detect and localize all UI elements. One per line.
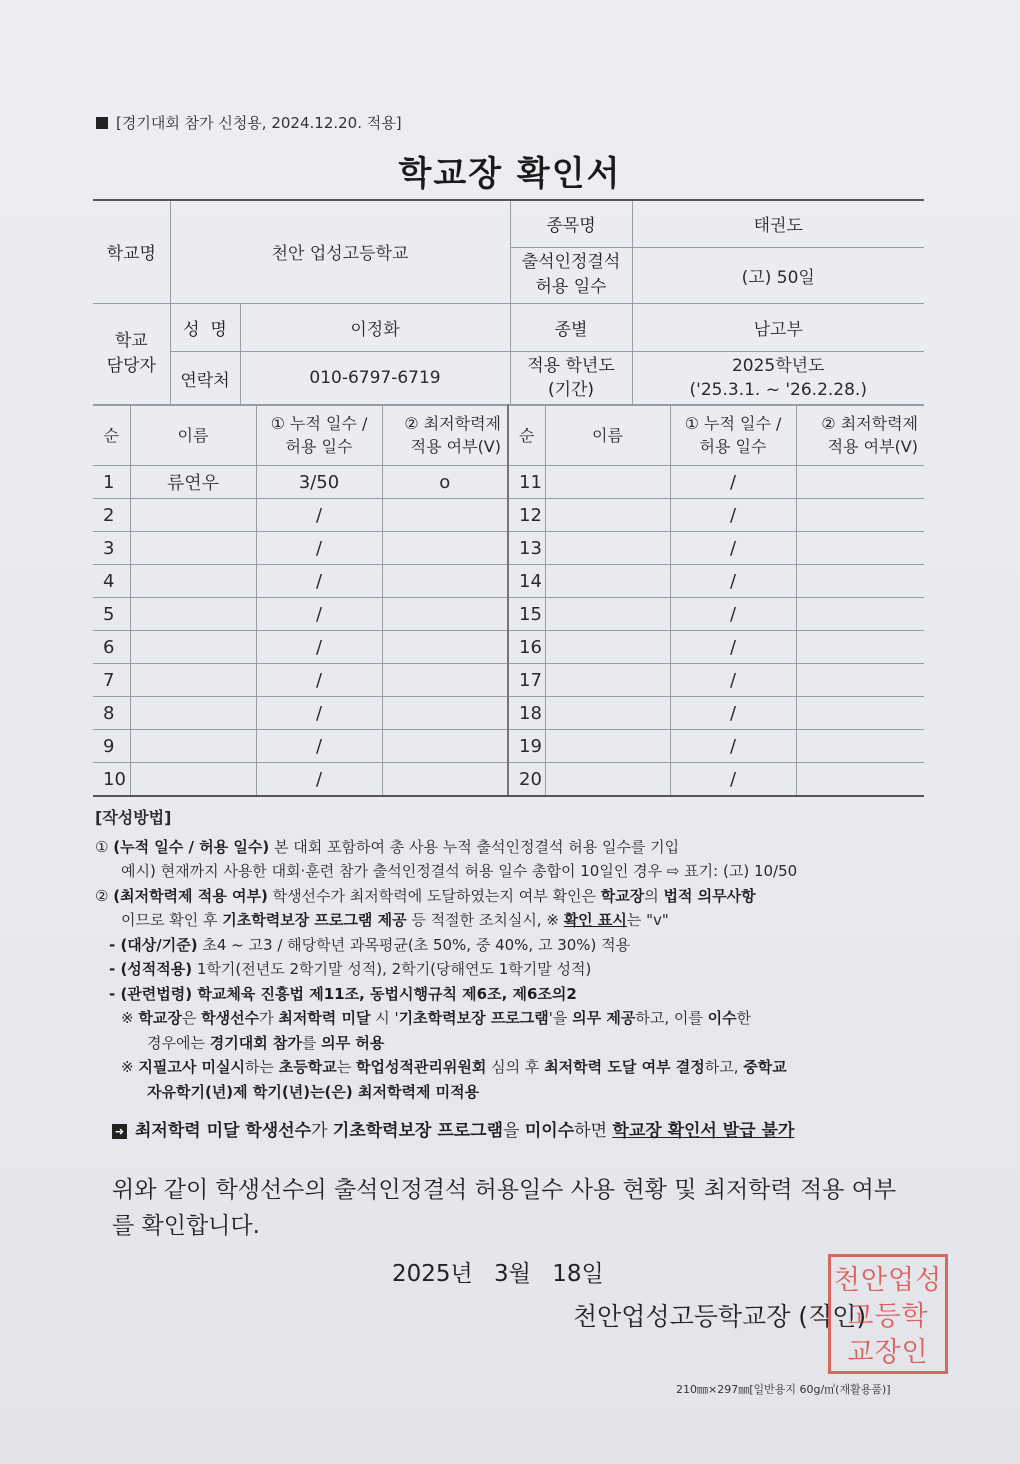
writing-method [95, 806, 925, 1104]
days-cell: / [256, 499, 382, 532]
name-cell [130, 598, 256, 631]
issue-date: 2025년 3월 18일 [392, 1261, 604, 1287]
seq-cell: 6 [93, 631, 130, 664]
name-cell [130, 532, 256, 565]
method-line: 자유학기(년)제 학기(년)는(은) 최저학력제 미적용 [147, 1082, 480, 1101]
name-cell [545, 697, 670, 730]
form-code: [경기대회 참가 신청용, 2024.12.20. 적용] [96, 112, 402, 133]
min-cell [382, 499, 508, 532]
days-cell: / [256, 631, 382, 664]
division-value: 남고부 [632, 303, 924, 351]
name-cell [545, 763, 670, 797]
days-cell: / [670, 664, 796, 697]
table-row [93, 664, 924, 697]
table-row [93, 631, 924, 664]
header-min: ② 최저학력제 적용 여부(V) [796, 405, 924, 466]
seq-cell: 8 [93, 697, 130, 730]
method-line: - (관련법령) 학교체육 진흥법 제11조, 동법시행규칙 제6조, 제6조의2 [109, 984, 577, 1003]
days-cell: / [670, 499, 796, 532]
name-label: 성 명 [170, 303, 240, 351]
seq-cell: 2 [93, 499, 130, 532]
header-days: ① 누적 일수 / 허용 일수 [670, 405, 796, 466]
table-row [93, 763, 924, 797]
days-cell: / [670, 631, 796, 664]
seq-cell: 3 [93, 532, 130, 565]
min-cell [382, 697, 508, 730]
min-cell [796, 664, 924, 697]
name-cell [545, 565, 670, 598]
division-label: 종별 [510, 303, 632, 351]
header-seq: 순 [508, 405, 545, 466]
days-cell: / [256, 598, 382, 631]
header-min: ② 최저학력제 적용 여부(V) [382, 405, 508, 466]
name-cell [545, 730, 670, 763]
seq-cell: 5 [93, 598, 130, 631]
seq-cell: 16 [508, 631, 545, 664]
manager-label: 학교 담당자 [93, 303, 170, 405]
event-label: 종목명 [510, 200, 632, 247]
min-cell [382, 730, 508, 763]
seq-cell: 11 [508, 466, 545, 499]
table-row [93, 532, 924, 565]
method-line: 예시) 현재까지 사용한 대회·훈련 참가 출석인정결석 허용 일수 총합이 10일인 경우 ⇨ 표기: (고) 10/50 [121, 862, 798, 880]
days-cell: / [670, 598, 796, 631]
min-cell: o [382, 466, 508, 499]
header-name: 이름 [130, 405, 256, 466]
table-row [93, 499, 924, 532]
seq-cell: 1 [93, 466, 130, 499]
paper-spec: 210㎜×297㎜[일반용지 60g/㎡(재활용품)] [676, 1383, 891, 1396]
method-line: ※ 지필고사 미실시하는 초등학교는 학업성적관리위원회 심의 후 최저학력 도달 여부 결정하고, 중학교 [121, 1058, 787, 1076]
min-cell [796, 598, 924, 631]
notice-line: ➜ 최저학력 미달 학생선수가 기초학력보장 프로그램을 미이수하면 학교장 확인서 발급 불가 [112, 1116, 794, 1141]
table-row [93, 598, 924, 631]
min-cell [382, 664, 508, 697]
year-value: 2025학년도 ('25.3.1. ~ '26.2.28.) [632, 351, 924, 405]
min-cell [796, 499, 924, 532]
table-row [93, 697, 924, 730]
school-value: 천안 업성고등학교 [170, 200, 510, 303]
name-cell [545, 631, 670, 664]
contact-label: 연락처 [170, 351, 240, 405]
days-cell: / [670, 565, 796, 598]
method-line: ※ 학교장은 학생선수가 최저학력 미달 시 '기초학력보장 프로그램'을 의무 제공하고, 이를 이수한 [121, 1009, 752, 1027]
name-cell: 류연우 [130, 466, 256, 499]
roster-table [93, 404, 924, 797]
name-cell [130, 631, 256, 664]
min-cell [382, 763, 508, 797]
name-cell [130, 763, 256, 797]
name-cell [545, 664, 670, 697]
method-line: 이므로 확인 후 기초학력보장 프로그램 제공 등 적절한 조치실시, ※ 확인 표시는 "v" [121, 911, 669, 929]
header-name: 이름 [545, 405, 670, 466]
seq-cell: 9 [93, 730, 130, 763]
event-value: 태권도 [632, 200, 924, 247]
arrow-box-icon: ➜ [112, 1124, 127, 1139]
seq-cell: 4 [93, 565, 130, 598]
min-cell [796, 631, 924, 664]
name-value: 이정화 [240, 303, 510, 351]
school-label: 학교명 [93, 200, 170, 303]
seq-cell: 10 [93, 763, 130, 797]
name-cell [130, 499, 256, 532]
seq-cell: 7 [93, 664, 130, 697]
name-cell [545, 532, 670, 565]
signer-name: 천안업성고등학교장 (직인) [573, 1302, 867, 1331]
name-cell [545, 499, 670, 532]
allowed-days-label: 출석인정결석 허용 일수 [510, 247, 632, 303]
confirmation-text: 위와 같이 학생선수의 출석인정결석 허용일수 사용 현황 및 최저학력 적용 여부를 확인합니다. [112, 1177, 897, 1239]
min-cell [382, 631, 508, 664]
contact-value: 010-6797-6719 [240, 351, 510, 405]
days-cell: / [670, 730, 796, 763]
table-row [93, 466, 924, 499]
days-cell: / [256, 763, 382, 797]
seq-cell: 15 [508, 598, 545, 631]
min-cell [382, 598, 508, 631]
seq-cell: 20 [508, 763, 545, 797]
min-cell [796, 730, 924, 763]
days-cell: / [256, 697, 382, 730]
days-cell: / [670, 763, 796, 797]
name-cell [130, 664, 256, 697]
seq-cell: 14 [508, 565, 545, 598]
method-line: - (대상/기준) 초4 ~ 고3 / 해당학년 과목평균(초 50%, 중 40%, 고 30%) 적용 [109, 935, 631, 954]
days-cell: / [670, 466, 796, 499]
seq-cell: 13 [508, 532, 545, 565]
min-cell [796, 532, 924, 565]
header-seq: 순 [93, 405, 130, 466]
seq-cell: 19 [508, 730, 545, 763]
info-table [93, 199, 924, 406]
method-line: ② (최저학력제 적용 여부) 학생선수가 최저학력에 도달하였는지 여부 확인은 학교장의 법적 의무사항 [95, 886, 756, 905]
days-cell: / [256, 664, 382, 697]
method-line: - (성적적용) 1학기(전년도 2학기말 성적), 2학기(당해연도 1학기말 성적) [109, 960, 592, 978]
document-title: 학교장 확인서 [398, 154, 622, 194]
square-bullet-icon [96, 117, 108, 129]
year-label: 적용 학년도 (기간) [510, 351, 632, 405]
method-line: ① (누적 일수 / 허용 일수) 본 대회 포함하여 총 사용 누적 출석인정결석 허용 일수를 기입 [95, 837, 680, 856]
days-cell: / [670, 532, 796, 565]
method-header: [작성방법] [95, 808, 172, 827]
min-cell [796, 565, 924, 598]
table-row [93, 730, 924, 763]
days-cell: / [256, 565, 382, 598]
days-cell: / [256, 532, 382, 565]
header-days: ① 누적 일수 / 허용 일수 [256, 405, 382, 466]
allowed-days-value: (고) 50일 [632, 247, 924, 303]
seq-cell: 12 [508, 499, 545, 532]
name-cell [545, 598, 670, 631]
table-row [93, 565, 924, 598]
days-cell: 3/50 [256, 466, 382, 499]
min-cell [796, 466, 924, 499]
name-cell [130, 730, 256, 763]
days-cell: / [670, 697, 796, 730]
min-cell [382, 532, 508, 565]
seq-cell: 18 [508, 697, 545, 730]
min-cell [796, 697, 924, 730]
days-cell: / [256, 730, 382, 763]
name-cell [545, 466, 670, 499]
min-cell [796, 763, 924, 797]
min-cell [382, 565, 508, 598]
official-seal: 천안업성 고등학 교장인 [828, 1254, 948, 1374]
method-line: 경우에는 경기대회 참가를 의무 허용 [147, 1033, 385, 1052]
seq-cell: 17 [508, 664, 545, 697]
name-cell [130, 565, 256, 598]
name-cell [130, 697, 256, 730]
